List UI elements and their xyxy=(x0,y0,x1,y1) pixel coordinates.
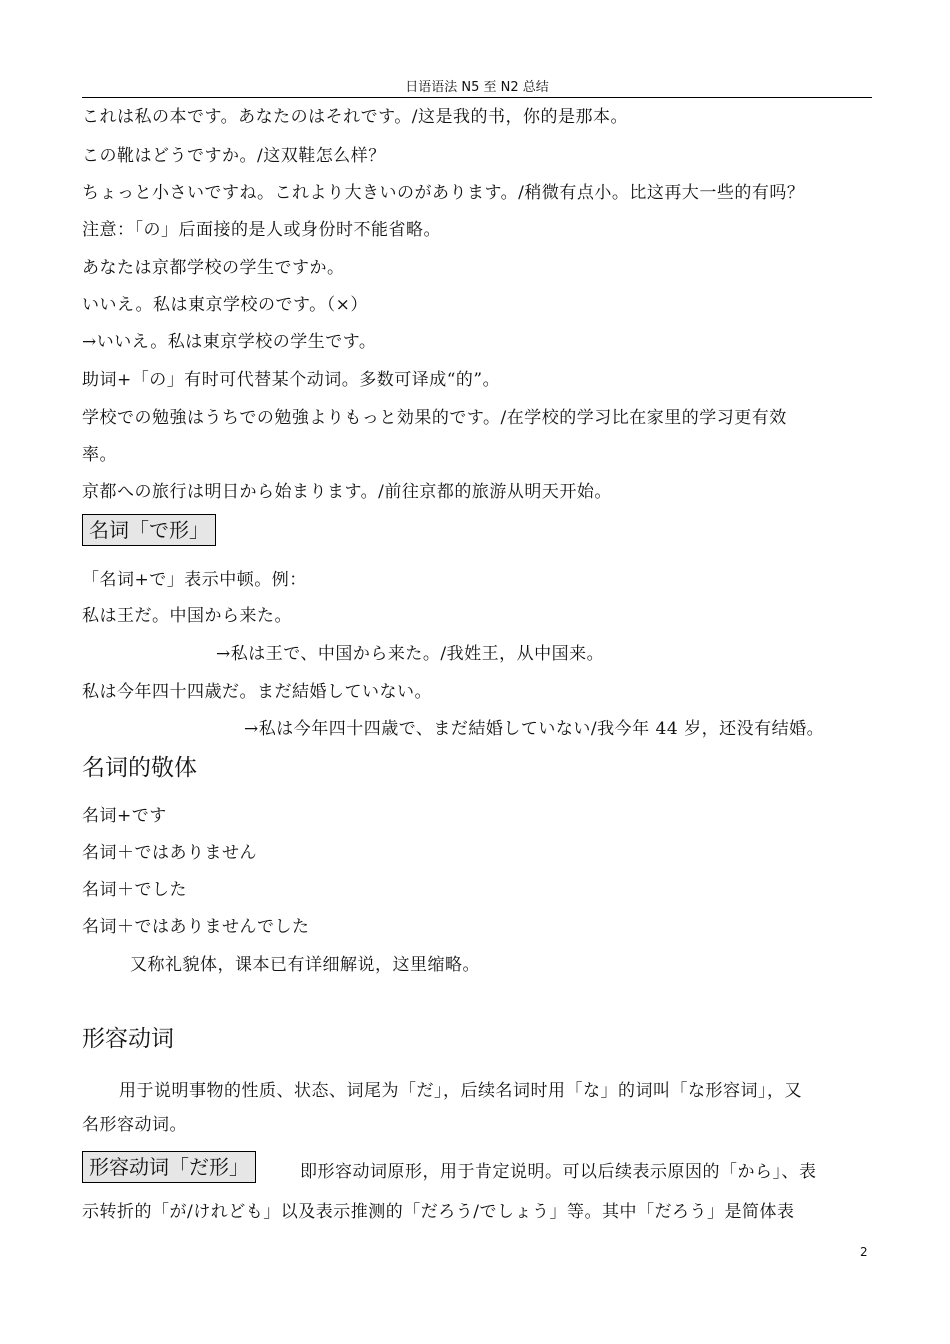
text-line: いいえ。私は東京学校のです。（×） xyxy=(82,295,368,315)
section-heading-adjective: 形容动词 xyxy=(82,1026,174,1052)
text-line: あなたは京都学校の学生ですか。 xyxy=(82,258,345,278)
page-header: 日语语法 N5 至 N2 总结 xyxy=(82,76,872,98)
text-line: →いいえ。私は東京学校の学生です。 xyxy=(82,332,377,352)
text-line: 名词＋ではありませんでした xyxy=(82,917,310,937)
text-line: 私は今年四十四歳だ。まだ結婚していない。 xyxy=(82,682,432,702)
text-line: ちょっと小さいですね。これより大きいのがあります。/稍微有点小。比这再大一些的有吗？ xyxy=(82,183,805,203)
text-line: これは私の本です。あなたのはそれです。/这是我的书，你的是那本。 xyxy=(82,107,629,127)
example-line: →私は今年四十四歳で、まだ結婚していない/我今年 44 岁，还没有结婚。 xyxy=(244,719,825,739)
paragraph-line: 即形容动词原形，用于肯定说明。可以后续表示原因的「から」、表 xyxy=(300,1162,817,1182)
text-line: 率。 xyxy=(82,445,117,465)
text-line: 助词+「の」有时可代替某个动词。多数可译成“的”。 xyxy=(82,370,501,390)
paragraph-line: 名形容动词。 xyxy=(82,1115,187,1135)
paragraph-line: 用于说明事物的性质、状态、词尾为「だ」，后续名词时用「な」的词叫「な形容词」，又 xyxy=(119,1081,802,1101)
text-line: 「名词+で」表示中顿。例： xyxy=(82,570,307,590)
text-line: 注意：「の」后面接的是人或身份时不能省略。 xyxy=(82,220,441,240)
page-number: 2 xyxy=(860,1245,868,1259)
text-line: 名词＋ではありません xyxy=(82,843,257,863)
text-line: 私は王だ。中国から来た。 xyxy=(82,606,292,626)
text-line: この靴はどうですか。/这双鞋怎么样？ xyxy=(82,146,386,166)
text-line: 京都への旅行は明日から始まります。/前往京都的旅游从明天开始。 xyxy=(82,482,612,502)
section-title-da-form: 形容动词「だ形」 xyxy=(82,1151,256,1183)
section-heading-polite: 名词的敬体 xyxy=(82,755,197,781)
text-line: 名词＋でした xyxy=(82,880,187,900)
note-line: 又称礼貌体，课本已有详细解说，这里缩略。 xyxy=(130,955,480,975)
text-line: 名词+です xyxy=(82,806,167,826)
section-title-de-form: 名词「で形」 xyxy=(82,514,216,546)
example-line: →私は王で、中国から来た。/我姓王，从中国来。 xyxy=(216,644,605,664)
text-line: 学校での勉強はうちでの勉強よりもっと効果的です。/在学校的学习比在家里的学习更有效 xyxy=(82,408,787,428)
paragraph-line: 示转折的「が/けれども」以及表示推测的「だろう/でしょう」等。其中「だろう」是简体表 xyxy=(82,1202,795,1222)
